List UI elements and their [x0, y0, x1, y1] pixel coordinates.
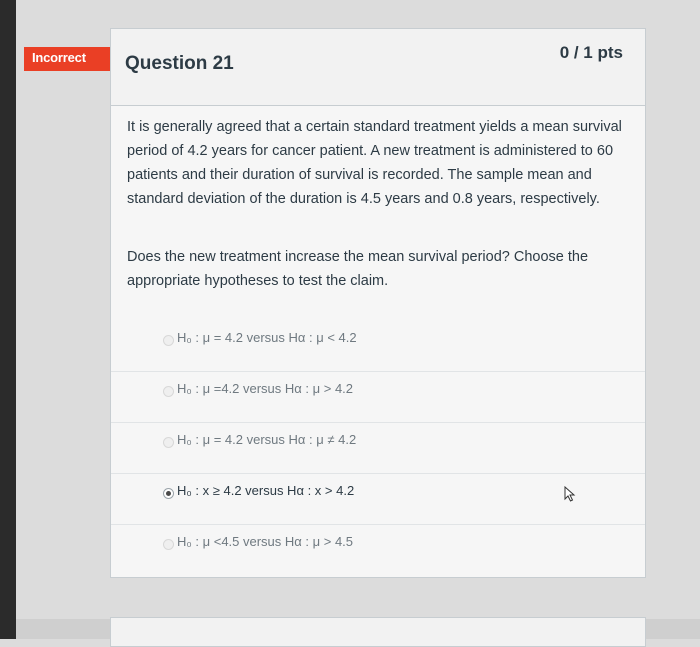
answer-option-2[interactable] [111, 371, 645, 422]
question-text: It is generally agreed that a certain standard treatment yields a mean survival period of 4.2 years for cancer patient. A new treatment is administered to 60 patients and their duration of survival is recorded. The sample mean and standard deviation of the duration is 4.5 years and 0.8 years, respectively. [127, 119, 622, 207]
answer-option-5[interactable] [111, 524, 645, 575]
answer-label: H₀ : μ = 4.2 versus Hα : μ < 4.2 [177, 330, 357, 345]
answer-label: H₀ : x ≥ 4.2 versus Hα : x > 4.2 [177, 483, 355, 498]
left-window-edge [0, 0, 16, 639]
radio-button-icon[interactable] [163, 386, 174, 397]
answer-option-1[interactable] [111, 321, 645, 371]
answer-option-3[interactable] [111, 422, 645, 473]
answer-list [111, 321, 645, 575]
points-score: 0 / 1 pts [559, 43, 623, 62]
radio-button-icon[interactable] [163, 539, 174, 550]
mouse-pointer-icon [564, 486, 578, 502]
question-card [110, 28, 646, 578]
radio-button-icon[interactable] [163, 335, 174, 346]
question-prompt: Does the new treatment increase the mean survival period? Choose the appropriate hypotheses to test the claim. [127, 249, 589, 289]
incorrect-status-badge [24, 47, 120, 71]
question-title: Question 21 [125, 53, 234, 74]
radio-button-icon[interactable] [163, 437, 174, 448]
answer-option-4[interactable] [111, 473, 645, 524]
question-header [111, 29, 645, 106]
answer-label: H₀ : μ <4.5 versus Hα : μ > 4.5 [177, 534, 354, 549]
answer-label: H₀ : μ =4.2 versus Hα : μ > 4.2 [177, 381, 354, 396]
radio-button-selected-icon[interactable] [163, 488, 174, 499]
badge-label: Incorrect [32, 50, 86, 65]
next-question-card [110, 617, 646, 647]
answer-label: H₀ : μ = 4.2 versus Hα : μ ≠ 4.2 [177, 432, 357, 447]
